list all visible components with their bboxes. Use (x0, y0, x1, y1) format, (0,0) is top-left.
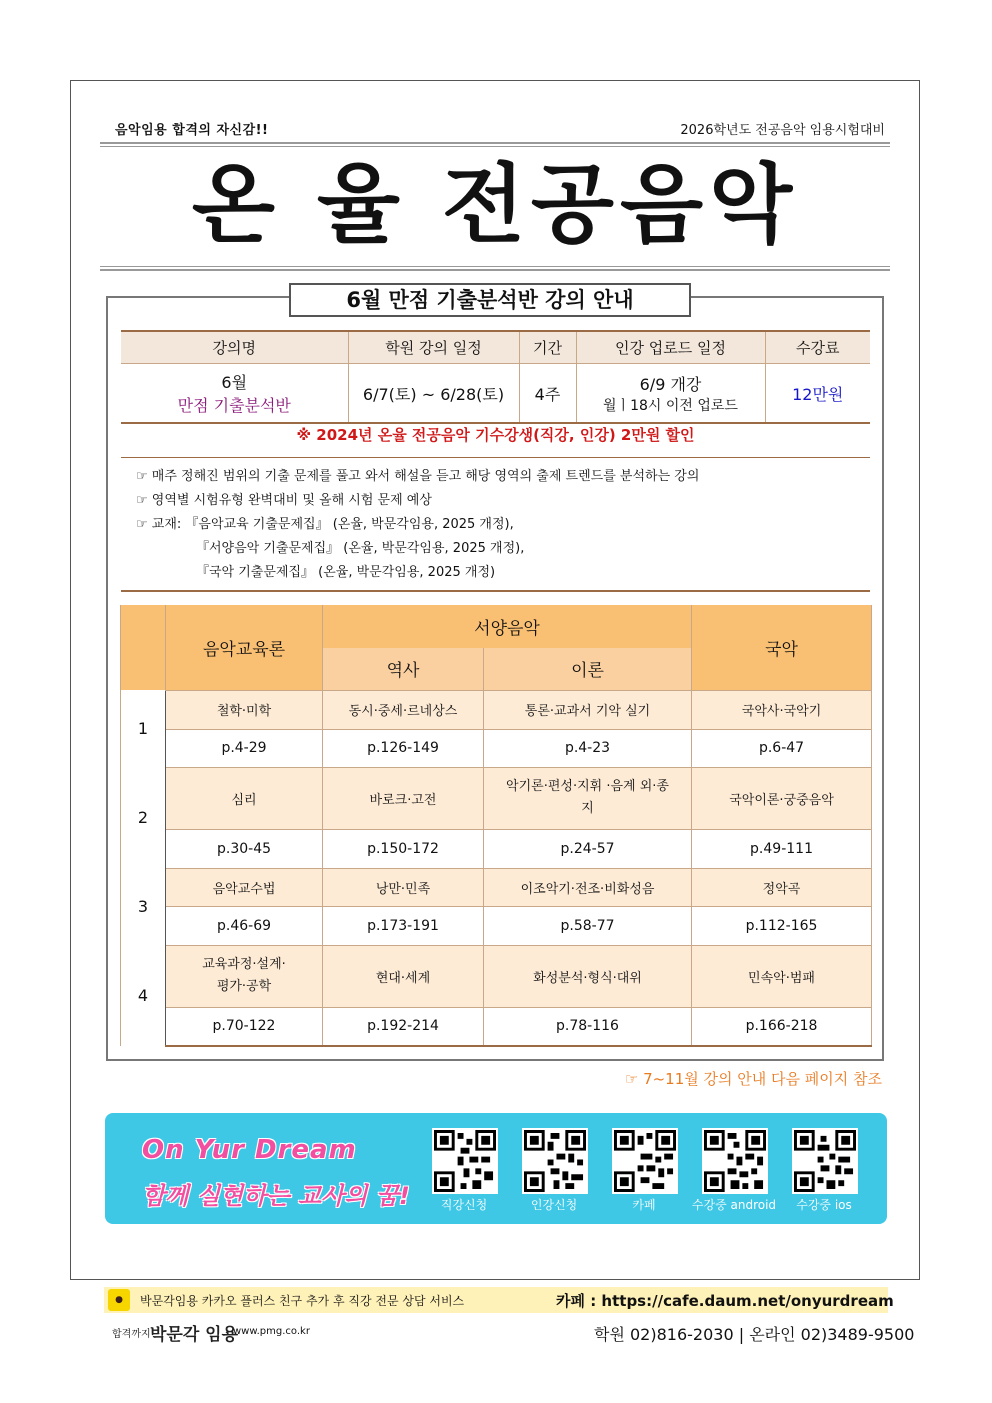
header-course-name: 강의명 (121, 331, 348, 364)
topic-cell: 교육과정·설계· 평가·공학 (166, 945, 323, 1007)
table-row (121, 906, 872, 945)
header-exam: 2026학년도 전공음악 임용시험대비 (680, 123, 885, 138)
header-slogan: 음악임용 합격의 자신감!! (115, 123, 269, 138)
page-cell: p.30-45 (166, 829, 323, 868)
qr-label: 수강중 android (691, 1198, 777, 1212)
week-number: 4 (121, 945, 166, 1046)
upload-time: 월ㅣ18시 이전 업로드 (603, 397, 738, 414)
course-upload (576, 364, 765, 424)
page-cell: p.49-111 (692, 829, 872, 868)
page-cell: p.58-77 (484, 906, 692, 945)
header-rule-bottom (100, 269, 890, 271)
table-row (121, 767, 872, 829)
discount-notice: ※ 2024년 온율 전공음악 기수강생(직강, 인강) 2만원 할인 (296, 426, 695, 444)
bullet-item: ☞ 매주 정해진 범위의 기출 문제를 풀고 와서 해설을 듣고 해당 영역의 출제 트렌드를 분석하는 강의 (136, 469, 700, 484)
table-row (121, 829, 872, 868)
page-cell: p.46-69 (166, 906, 323, 945)
page-title: 온 율 전공음악 (191, 155, 799, 255)
header-western: 서양음악 (323, 605, 692, 648)
course-info-header (121, 331, 870, 364)
course-month: 6월 (221, 373, 248, 392)
kakao-icon[interactable]: ● (108, 1289, 130, 1311)
contact-info: 학원 02)816-2030 | 온라인 02)3489-9500 (594, 1325, 915, 1344)
topic-cell: 국악사·국악기 (692, 690, 872, 729)
page-cell: p.192-214 (323, 1007, 484, 1046)
topic-cell: 심리 (166, 767, 323, 829)
topic-cell: 동시·중세·르네상스 (323, 690, 484, 729)
course-description (136, 465, 866, 585)
qr-label: 카페 (632, 1198, 656, 1212)
page-cell: p.112-165 (692, 906, 872, 945)
table-row (121, 1007, 872, 1046)
qr-label: 수강중 ios (796, 1198, 852, 1212)
page-cell: p.173-191 (323, 906, 484, 945)
course-info-row (121, 364, 870, 424)
topic-cell: 현대·세계 (323, 945, 484, 1007)
page-cell: p.166-218 (692, 1007, 872, 1046)
page-cell: p.6-47 (692, 729, 872, 767)
banner-slogan-english: On Yur Dream (142, 1135, 357, 1165)
header-duration: 기간 (519, 331, 576, 364)
qr-label: 직강신청 (440, 1198, 488, 1212)
table-row (121, 945, 872, 1007)
topic-cell: 국악이론·궁중음악 (692, 767, 872, 829)
page-cell: p.4-29 (166, 729, 323, 767)
course-fee: 12만원 (765, 364, 870, 424)
topic-cell: 화성분석·형식·대위 (484, 945, 692, 1007)
course-duration: 4주 (519, 364, 576, 424)
qr-code-icon[interactable] (702, 1128, 768, 1194)
page-cell: p.126-149 (323, 729, 484, 767)
qr-code-icon[interactable] (432, 1128, 498, 1194)
qr-code-icon[interactable] (612, 1128, 678, 1194)
kakao-service-text: 박문각임용 카카오 플러스 친구 추가 후 직강 전문 상담 서비스 (140, 1294, 465, 1308)
notice-title: 6월 만점 기출분석반 강의 안내 (289, 283, 691, 317)
header-week (121, 605, 166, 690)
topic-cell: 이조악기·전조·비화성음 (484, 868, 692, 906)
table-row (121, 868, 872, 906)
header-theory: 이론 (484, 648, 692, 690)
course-name (121, 364, 348, 424)
header-history: 역사 (323, 648, 484, 690)
header-korean: 국악 (692, 605, 872, 690)
week-number: 1 (121, 690, 166, 767)
cafe-link[interactable]: 카페 : https://cafe.daum.net/onyurdream (556, 1292, 894, 1310)
divider-2 (121, 590, 870, 592)
qr-label: 인강신청 (530, 1198, 578, 1212)
page-cell: p.78-116 (484, 1007, 692, 1046)
divider-1 (121, 457, 870, 458)
course-title: 만점 기출분석반 (177, 396, 291, 415)
header-education: 음악교육론 (166, 605, 323, 690)
course-info-table (121, 330, 870, 424)
table-row (121, 729, 872, 767)
topic-cell: 철학·미학 (166, 690, 323, 729)
bullet-continuation: 『국악 기출문제집』 (온율, 박문각임용, 2025 개정) (196, 565, 496, 580)
table-row (121, 690, 872, 729)
header-rule-top-thin (100, 146, 890, 147)
bullet-item: ☞ 영역별 시험유형 완벽대비 및 올해 시험 문제 예상 (136, 493, 432, 508)
logo-prefix: 합격까지 (112, 1329, 151, 1340)
page-cell: p.70-122 (166, 1007, 323, 1046)
topic-cell: 바로크·고전 (323, 767, 484, 829)
page-cell: p.24-57 (484, 829, 692, 868)
banner-slogan-korean: 함께 실현하는 교사의 꿈! (142, 1182, 410, 1210)
page-cell: p.150-172 (323, 829, 484, 868)
topic-cell: 민속악·범패 (692, 945, 872, 1007)
header-schedule: 학원 강의 일정 (348, 331, 519, 364)
brand-logo: 박문각 임용 (150, 1325, 239, 1345)
topic-cell: 정악곡 (692, 868, 872, 906)
brand-url[interactable]: www.pmg.co.kr (233, 1326, 310, 1337)
header-fee: 수강료 (765, 331, 870, 364)
page-cell: p.4-23 (484, 729, 692, 767)
topic-cell: 낭만·민족 (323, 868, 484, 906)
qr-code-icon[interactable] (792, 1128, 858, 1194)
header-rule-top (100, 142, 890, 144)
next-page-note: ☞ 7~11월 강의 안내 다음 페이지 참조 (624, 1070, 882, 1088)
upload-start: 6/9 개강 (639, 374, 702, 394)
topic-cell: 음악교수법 (166, 868, 323, 906)
topic-cell: 통론·교과서 기악 실기 (484, 690, 692, 729)
bullet-item: ☞ 교재: 『음악교육 기출문제집』 (온율, 박문각임용, 2025 개정), (136, 517, 514, 532)
week-number: 3 (121, 868, 166, 945)
schedule-header-row (121, 605, 872, 648)
header-rule-bottom-thin (100, 266, 890, 267)
header-upload: 인강 업로드 일정 (576, 331, 765, 364)
topic-cell: 악기론·편성·지휘 ·음계 외·종지 (484, 767, 692, 829)
course-schedule: 6/7(토) ~ 6/28(토) (348, 364, 519, 424)
week-number: 2 (121, 767, 166, 868)
schedule-table (120, 605, 872, 1047)
qr-code-icon[interactable] (522, 1128, 588, 1194)
bullet-continuation: 『서양음악 기출문제집』 (온율, 박문각임용, 2025 개정), (196, 541, 525, 556)
